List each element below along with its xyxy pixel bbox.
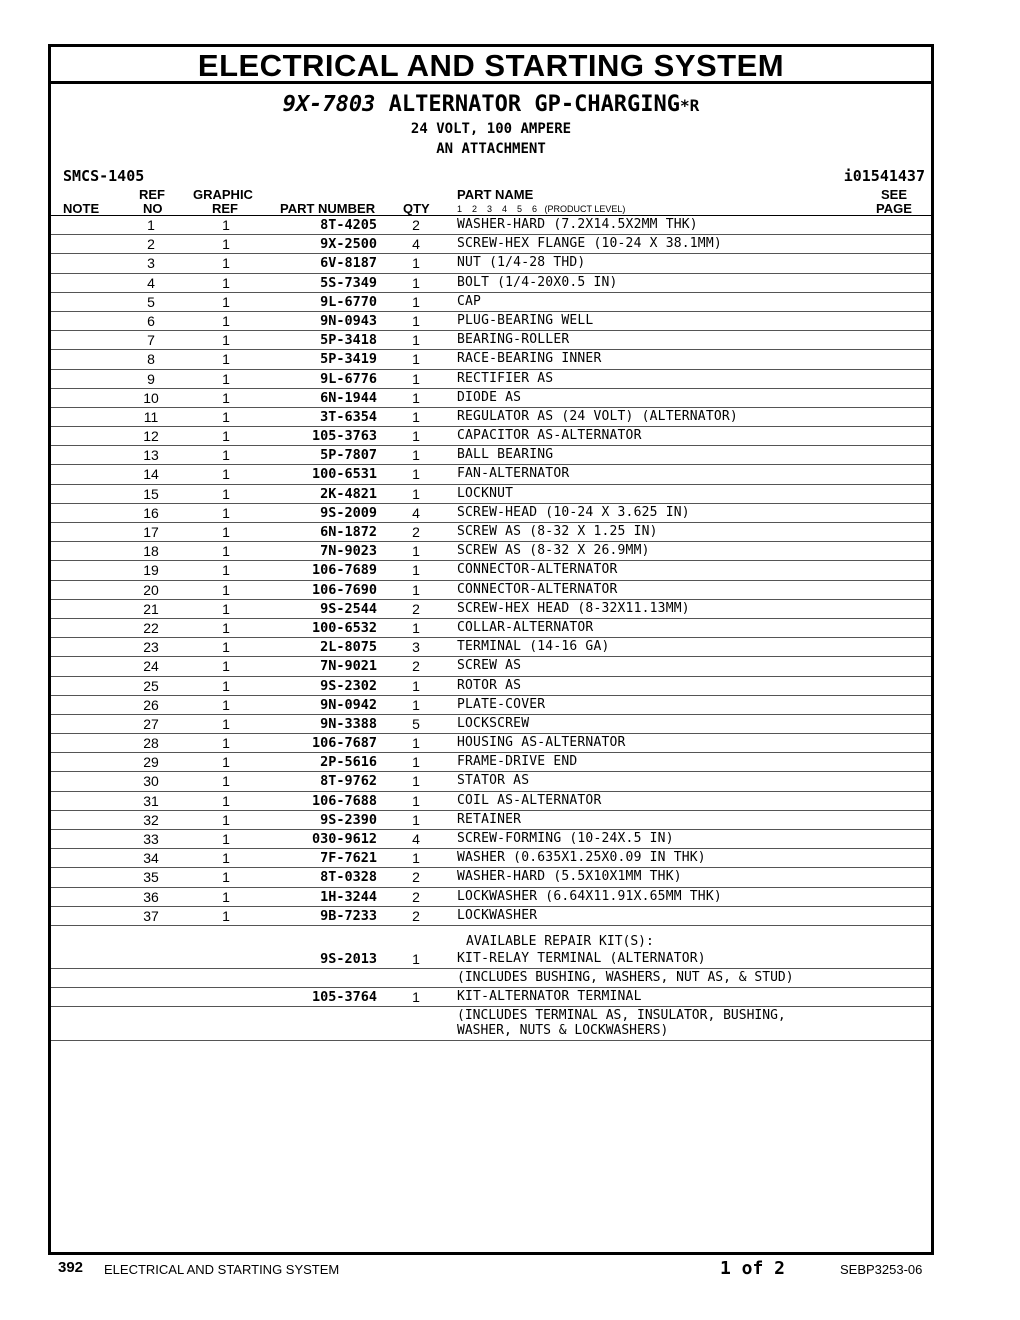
graphic-ref: 1 [222, 639, 230, 656]
table-row [51, 293, 931, 312]
ref-no: 8 [147, 351, 155, 368]
part-name: CONNECTOR-ALTERNATOR [457, 562, 618, 578]
quantity: 1 [412, 351, 420, 368]
part-number: 9L-6776 [320, 370, 377, 387]
quantity: 2 [412, 869, 420, 886]
quantity: 5 [412, 715, 420, 732]
parts-table-body [51, 216, 931, 926]
ref-no: 21 [143, 600, 159, 617]
kit-note [51, 969, 931, 988]
group-name: ALTERNATOR GP-CHARGING [388, 92, 681, 117]
ref-no: 24 [143, 658, 159, 675]
graphic-ref: 1 [222, 619, 230, 636]
kit-note-line: (INCLUDES TERMINAL AS, INSULATOR, BUSHING, [457, 1008, 786, 1024]
part-name: CAPACITOR AS-ALTERNATOR [457, 428, 642, 444]
quantity: 1 [412, 581, 420, 598]
smcs-row [51, 165, 931, 187]
part-number: 9N-3388 [320, 715, 377, 732]
graphic-ref: 1 [222, 869, 230, 886]
part-name: BOLT (1/4-20X0.5 IN) [457, 274, 618, 290]
part-number: 1H-3244 [320, 888, 377, 905]
table-row [51, 235, 931, 254]
table-row [51, 638, 931, 657]
quantity: 1 [412, 293, 420, 310]
graphic-ref: 1 [222, 811, 230, 828]
graphic-ref: 1 [222, 370, 230, 387]
graphic-ref: 1 [222, 389, 230, 406]
graphic-ref: 1 [222, 715, 230, 732]
graphic-ref: 1 [222, 408, 230, 425]
part-number: 105-3763 [311, 428, 377, 445]
graphic-ref: 1 [222, 888, 230, 905]
table-row [51, 753, 931, 772]
ref-no: 6 [147, 312, 155, 329]
ref-no: 35 [143, 869, 159, 886]
part-name: DIODE AS [457, 389, 522, 405]
table-row [51, 868, 931, 887]
part-number: 8T-4205 [320, 217, 377, 233]
ref-no: 30 [143, 773, 159, 790]
part-name: LOCKSCREW [457, 715, 530, 731]
table-row [51, 542, 931, 561]
part-number: 7N-9021 [320, 658, 377, 675]
quantity: 4 [412, 236, 420, 253]
part-name: PLUG-BEARING WELL [457, 312, 594, 328]
page-number: 392 [58, 1259, 84, 1276]
quantity: 1 [412, 850, 420, 867]
ref-no: 16 [143, 504, 159, 521]
part-number: 2L-8075 [320, 639, 377, 656]
quantity: 1 [412, 274, 420, 291]
graphic-ref: 1 [222, 562, 230, 579]
kit-note [51, 1007, 931, 1041]
part-number: 106-7690 [311, 581, 377, 598]
ref-no: 11 [143, 408, 159, 425]
table-row [51, 581, 931, 600]
table-row [51, 389, 931, 408]
quantity: 1 [412, 773, 420, 790]
part-number: 100-6532 [311, 619, 377, 636]
graphic-ref: 1 [222, 543, 230, 560]
quantity: 1 [412, 696, 420, 713]
part-number: 8T-9762 [320, 773, 377, 790]
ref-no: 10 [143, 389, 159, 406]
ref-no: 27 [143, 715, 159, 732]
table-row [51, 465, 931, 484]
ref-no: 26 [143, 696, 159, 713]
ref-no: 4 [147, 274, 155, 291]
part-number: 6N-1944 [320, 389, 377, 406]
ref-no: 5 [147, 293, 155, 310]
col-qty: QTY [403, 201, 430, 216]
quantity: 1 [412, 447, 420, 464]
ref-no: 25 [143, 677, 159, 694]
ref-no: 29 [143, 754, 159, 771]
part-number: 9S-2009 [320, 504, 377, 521]
graphic-ref: 1 [222, 773, 230, 790]
part-name: CONNECTOR-ALTERNATOR [457, 581, 618, 597]
part-name: RECTIFIER AS [457, 370, 554, 386]
part-name: ROTOR AS [457, 677, 522, 693]
part-number: 9N-0942 [320, 696, 377, 713]
part-number: 2K-4821 [320, 485, 377, 502]
part-number: 5S-7349 [320, 274, 377, 291]
quantity: 2 [412, 658, 420, 675]
part-name: LOCKNUT [457, 485, 514, 501]
table-row [51, 657, 931, 676]
graphic-ref: 1 [222, 312, 230, 329]
quantity: 2 [412, 217, 420, 233]
part-name: SCREW AS (8-32 X 26.9MM) [457, 543, 650, 559]
kit-part-number: 105-3764 [311, 989, 377, 1006]
part-name: CAP [457, 293, 482, 309]
kit-row [51, 950, 931, 969]
part-number: 6N-1872 [320, 524, 377, 540]
table-row [51, 427, 931, 446]
col-ref-bottom: NO [143, 201, 163, 216]
part-number: 5P-3419 [320, 351, 377, 368]
table-row [51, 312, 931, 331]
graphic-ref: 1 [222, 351, 230, 368]
part-number: 7N-9023 [320, 543, 377, 560]
part-number: 106-7688 [311, 792, 377, 809]
ref-no: 22 [143, 619, 159, 636]
group-suffix: *R [680, 96, 700, 115]
part-name: WASHER-HARD (7.2X14.5X2MM THK) [457, 217, 698, 232]
quantity: 1 [412, 466, 420, 483]
quantity: 1 [412, 754, 420, 771]
part-number: 106-7687 [311, 735, 377, 752]
table-row [51, 504, 931, 523]
graphic-ref: 1 [222, 485, 230, 502]
table-row [51, 274, 931, 293]
graphic-ref: 1 [222, 600, 230, 617]
quantity: 1 [412, 811, 420, 828]
ref-no: 34 [143, 850, 159, 867]
col-note: NOTE [63, 201, 100, 216]
part-number: 030-9612 [311, 831, 377, 847]
quantity: 1 [412, 255, 420, 272]
table-row [51, 715, 931, 734]
part-name: SCREW-HEX HEAD (8-32X11.13MM) [457, 600, 690, 616]
table-row [51, 485, 931, 504]
ref-no: 33 [143, 831, 159, 847]
part-number: 2P-5616 [320, 754, 377, 771]
part-name: BALL BEARING [457, 447, 554, 463]
footer-title: ELECTRICAL AND STARTING SYSTEM [104, 1262, 340, 1277]
ref-no: 17 [143, 524, 159, 540]
table-row [51, 216, 931, 235]
part-number: 3T-6354 [320, 408, 377, 425]
table-row [51, 350, 931, 369]
group-number: 9X-7803 [282, 92, 376, 117]
part-name: FAN-ALTERNATOR [457, 466, 570, 482]
table-row [51, 792, 931, 811]
ref-no: 1 [147, 217, 155, 233]
ref-no: 31 [143, 792, 159, 809]
part-number: 106-7689 [311, 562, 377, 579]
ref-no: 15 [143, 485, 159, 502]
quantity: 1 [412, 677, 420, 694]
table-row [51, 600, 931, 619]
quantity: 4 [412, 504, 420, 521]
ref-no: 18 [143, 543, 159, 560]
part-number: 9L-6770 [320, 293, 377, 310]
quantity: 1 [412, 485, 420, 502]
page-of: 1 of 2 [720, 1258, 786, 1279]
graphic-ref: 1 [222, 255, 230, 272]
graphic-ref: 1 [222, 831, 230, 847]
group-spec: 24 VOLT, 100 AMPERE [410, 121, 572, 137]
part-number: 9X-2500 [320, 236, 377, 253]
part-name: HOUSING AS-ALTERNATOR [457, 735, 626, 751]
graphic-ref: 1 [222, 217, 230, 233]
part-name: RETAINER [457, 811, 522, 827]
part-number: 8T-0328 [320, 869, 377, 886]
graphic-ref: 1 [222, 447, 230, 464]
part-number: 6V-8187 [320, 255, 377, 272]
ref-no: 7 [147, 332, 155, 349]
kit-quantity: 1 [412, 950, 420, 967]
table-row [51, 677, 931, 696]
kits-table-body [51, 950, 931, 1041]
kit-part-number: 9S-2013 [320, 950, 377, 967]
table-row [51, 446, 931, 465]
kit-note-line: WASHER, NUTS & LOCKWASHERS) [457, 1023, 669, 1039]
quantity: 1 [412, 562, 420, 579]
table-row [51, 523, 931, 542]
graphic-ref: 1 [222, 754, 230, 771]
page-footer [0, 1258, 1020, 1282]
ref-no: 12 [143, 428, 159, 445]
quantity: 2 [412, 907, 420, 924]
table-row [51, 811, 931, 830]
quantity: 1 [412, 408, 420, 425]
part-name: SCREW AS [457, 658, 522, 674]
graphic-ref: 1 [222, 524, 230, 540]
quantity: 4 [412, 831, 420, 847]
section-title: ELECTRICAL AND STARTING SYSTEM [51, 47, 931, 84]
col-see-bottom: PAGE [876, 201, 912, 216]
table-row [51, 619, 931, 638]
part-number: 5P-3418 [320, 332, 377, 349]
quantity: 1 [412, 370, 420, 387]
group-title [51, 92, 931, 119]
ref-no: 13 [143, 447, 159, 464]
table-row [51, 907, 931, 926]
table-row [51, 849, 931, 868]
graphic-ref: 1 [222, 658, 230, 675]
part-number: 9S-2302 [320, 677, 377, 694]
table-row [51, 254, 931, 273]
part-number: 100-6531 [311, 466, 377, 483]
table-row [51, 772, 931, 791]
ref-no: 32 [143, 811, 159, 828]
ref-no: 3 [147, 255, 155, 272]
quantity: 2 [412, 600, 420, 617]
col-graphic-bottom: REF [212, 201, 238, 216]
ref-no: 2 [147, 236, 155, 253]
quantity: 1 [412, 735, 420, 752]
table-row [51, 734, 931, 753]
ref-no: 20 [143, 581, 159, 598]
part-name: BEARING-ROLLER [457, 332, 570, 348]
part-name: COLLAR-ALTERNATOR [457, 619, 594, 635]
graphic-ref: 1 [222, 236, 230, 253]
part-name: WASHER (0.635X1.25X0.09 IN THK) [457, 850, 706, 866]
graphic-ref: 1 [222, 428, 230, 445]
part-name: RACE-BEARING INNER [457, 351, 602, 367]
kit-note-line: (INCLUDES BUSHING, WASHERS, NUT AS, & STUD) [457, 970, 794, 986]
kits-heading: AVAILABLE REPAIR KIT(S): [466, 933, 654, 949]
part-name: SCREW-HEX FLANGE (10-24 X 38.1MM) [457, 236, 722, 252]
graphic-ref: 1 [222, 907, 230, 924]
col-see-top: SEE [881, 187, 908, 202]
ref-no: 9 [147, 370, 155, 387]
ref-no: 19 [143, 562, 159, 579]
ref-no: 28 [143, 735, 159, 752]
table-row [51, 696, 931, 715]
quantity: 1 [412, 332, 420, 349]
ref-no: 14 [143, 466, 159, 483]
graphic-ref: 1 [222, 792, 230, 809]
part-name: LOCKWASHER (6.64X11.91X.65MM THK) [457, 888, 722, 904]
table-row [51, 830, 931, 849]
part-name: PLATE-COVER [457, 696, 546, 712]
ref-no: 23 [143, 639, 159, 656]
part-number: 5P-7807 [320, 447, 377, 464]
graphic-ref: 1 [222, 293, 230, 310]
table-row [51, 331, 931, 350]
graphic-ref: 1 [222, 735, 230, 752]
quantity: 1 [412, 428, 420, 445]
col-ref-top: REF [139, 187, 165, 202]
smcs-code: SMCS-1405 [63, 167, 145, 185]
quantity: 1 [412, 619, 420, 636]
graphic-ref: 1 [222, 274, 230, 291]
part-number: 9S-2544 [320, 600, 377, 617]
part-number: 7F-7621 [320, 850, 377, 867]
part-name: REGULATOR AS (24 VOLT) (ALTERNATOR) [457, 408, 738, 424]
kit-name: KIT-ALTERNATOR TERMINAL [457, 989, 642, 1005]
table-row [51, 888, 931, 907]
part-name: WASHER-HARD (5.5X10X1MM THK) [457, 869, 682, 885]
part-number: 9B-7233 [320, 907, 377, 924]
part-name: TERMINAL (14-16 GA) [457, 639, 610, 655]
col-graphic-top: GRAPHIC [193, 187, 253, 202]
part-name: FRAME-DRIVE END [457, 754, 578, 770]
part-number: 9S-2390 [320, 811, 377, 828]
part-name: LOCKWASHER [457, 907, 538, 923]
graphic-ref: 1 [222, 850, 230, 867]
col-product-levels: 1 2 3 4 5 6 (PRODUCT LEVEL) [457, 204, 626, 214]
quantity: 2 [412, 888, 420, 905]
kit-name: KIT-RELAY TERMINAL (ALTERNATOR) [457, 950, 706, 966]
kits-heading-row [51, 932, 931, 950]
kit-quantity: 1 [412, 989, 420, 1006]
parts-list-frame [48, 44, 934, 1255]
quantity: 1 [412, 792, 420, 809]
part-name: SCREW AS (8-32 X 1.25 IN) [457, 524, 658, 539]
graphic-ref: 1 [222, 332, 230, 349]
graphic-ref: 1 [222, 581, 230, 598]
part-name: STATOR AS [457, 773, 530, 789]
illustration-id: i01541437 [843, 167, 925, 185]
col-part-number: PART NUMBER [280, 201, 376, 216]
graphic-ref: 1 [222, 677, 230, 694]
part-number: 9N-0943 [320, 312, 377, 329]
group-attachment: AN ATTACHMENT [436, 141, 546, 157]
table-row [51, 370, 931, 389]
table-header [51, 187, 931, 216]
part-name: SCREW-FORMING (10-24X.5 IN) [457, 831, 674, 846]
part-name: COIL AS-ALTERNATOR [457, 792, 602, 808]
table-row [51, 408, 931, 427]
graphic-ref: 1 [222, 466, 230, 483]
graphic-ref: 1 [222, 504, 230, 521]
quantity: 2 [412, 524, 420, 540]
ref-no: 36 [143, 888, 159, 905]
quantity: 1 [412, 543, 420, 560]
table-row [51, 561, 931, 580]
quantity: 3 [412, 639, 420, 656]
part-name: NUT (1/4-28 THD) [457, 255, 586, 271]
kit-row [51, 988, 931, 1007]
document-id: SEBP3253-06 [840, 1262, 923, 1277]
col-part-name: PART NAME [457, 187, 534, 202]
part-name: SCREW-HEAD (10-24 X 3.625 IN) [457, 504, 690, 520]
quantity: 1 [412, 389, 420, 406]
ref-no: 37 [143, 907, 159, 924]
quantity: 1 [412, 312, 420, 329]
graphic-ref: 1 [222, 696, 230, 713]
